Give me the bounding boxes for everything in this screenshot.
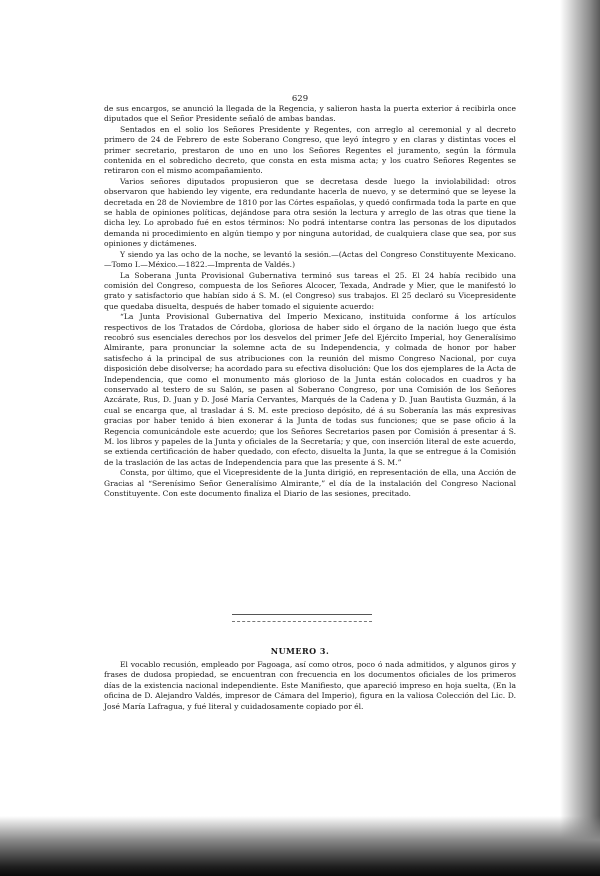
paragraph: Consta, por último, que el Vicepresidente de la Junta dirigió, en representación de ella, una Acción de Gracias al “Serenísimo Señor Generalísimo Almirante,” el día de la instalación del Congreso Nacional Constituyente. Con este documento finaliza el Diario de las sesiones, precitado. [104, 468, 516, 499]
section-divider [232, 614, 372, 622]
paragraph: Sentados en el solio los Señores Presidente y Regentes, con arreglo al ceremonial y al decreto primero de 24 de Febrero de este Soberano Congreso, que leyó íntegro y en claras y distintas voces el primer secretario, prestaron de uno en uno los Señores Regentes el juramento, según la fórmula contenida en el sobredicho decreto, que consta en esta misma acta; y los cuatro Señores Regentes se retiraron con el mismo acompañamiento. [104, 124, 516, 176]
paragraph: Varios señores diputados propusieron que se decretasa desde luego la inviolabilidad: otros observaron que habiendo ley vigente, era redundante hacerla de nuevo, y se determinó que se leyese la decretada en 28 de Noviembre de 1810 por las Córtes españolas, y quedó confirmada toda la parte en que se habla de opiniones políticas, dejándose para otra sesión la lectura y arreglo de las otras que tiene la dicha ley. Lo aprobado fué en estos términos: No podrá intentarse contra las personas de los diputados demanda ni procedimiento en algún tiempo y por ninguna autoridad, de cualquiera clase que sea, por sus opiniones y dictámenes. [104, 176, 516, 249]
scan-edge-right [560, 0, 600, 876]
paragraph: de sus encargos, se anunció la llegada de la Regencia, y salieron hasta la puerta exterior á recibirla once diputados que el Señor Presidente señaló de ambas bandas. [104, 104, 516, 124]
section-heading: NUMERO 3. [270, 646, 330, 656]
paragraph: La Soberana Junta Provisional Gubernativa terminó sus tareas el 25. El 24 había recibido una comisión del Congreso, compuesta de los Señores Alcocer, Texada, Andrade y Mier, que le manifestó lo grato y satisfactorio que habían sido á S. M. (el Congreso) sus trabajos. El 25 declaró su Vicepresidente que quedaba disuelta, después de haber tomado el siguiente acuerdo: [104, 270, 516, 311]
page-number: 629 [291, 94, 309, 104]
quoted-paragraph: “La Junta Provisional Gubernativa del Imperio Mexicano, instituida conforme á los artículos respectivos de los Tratados de Córdoba, gloriosa de haber sido el órgano de la nación luego que ésta recobró sus esenciales derechos por los desvelos del primer Jefe del Ejército Imperial, hoy Generalísimo Almirante, para pronunciar la solemne acta de su Independencia, y colmada de honor por haber satisfecho á la principal de sus atribuciones con la reunión del mismo Congreso Nacional, por cuya disposición debe disolverse; ha acordado para su efectiva disolución: Que los dos ejemplares de la Acta de Independencia, que como el monumento más glorioso de la Junta están colocados en cuadros y ha conservado al testero de su Salón, se pasen al Soberano Congreso, por una Comisión de los Señores Azcárate, Rus, D. Juan y D. José María Cervantes, Marqués de la Cadena y D. Juan Bautista Guzmán, á la cual se encarga que, al trasladar á S. M. este precioso depósito, dé á su Soberanía las más expresivas gracias por haber tenido á bien exonerar á la Junta de todas sus funciones; que se pase oficio á la Regencia comunicándole este acuerdo; que los Señores Secretarios pasen por Comisión á presentar á S. M. los libros y papeles de la Junta y oficiales de la Secretaría; y que, con inserción literal de este acuerdo, se extienda certificación de haber quedado, con efecto, disuelta la Junta, la que se entregue á la Comisión de la traslación de las actas de Independencia para que las presente á S. M.” [104, 312, 516, 467]
paragraph: Y siendo ya las ocho de la noche, se levantó la sesión.—(Actas del Congreso Constituyente Mexicano.—Tomo I.—México.—1822.—Imprenta de Valdés.) [104, 249, 516, 270]
scan-edge-bottom [0, 816, 600, 876]
section-text-block [104, 660, 516, 712]
main-text-block [104, 104, 516, 499]
paragraph: El vocablo recusión, empleado por Fagoaga, así como otros, poco ó nada admitidos, y algunos giros y frases de dudosa propiedad, se encuentran con frecuencia en los documentos oficiales de los primeros días de la existencia nacional independiente. Este Manifiesto, que apareció impreso en hoja suelta, (En la oficina de D. Alejandro Valdés, impresor de Cámara del Imperio), figura en la valiosa Colección del Lic. D. José María Lafragua, y fué literal y cuidadosamente copiado por él. [104, 660, 516, 711]
